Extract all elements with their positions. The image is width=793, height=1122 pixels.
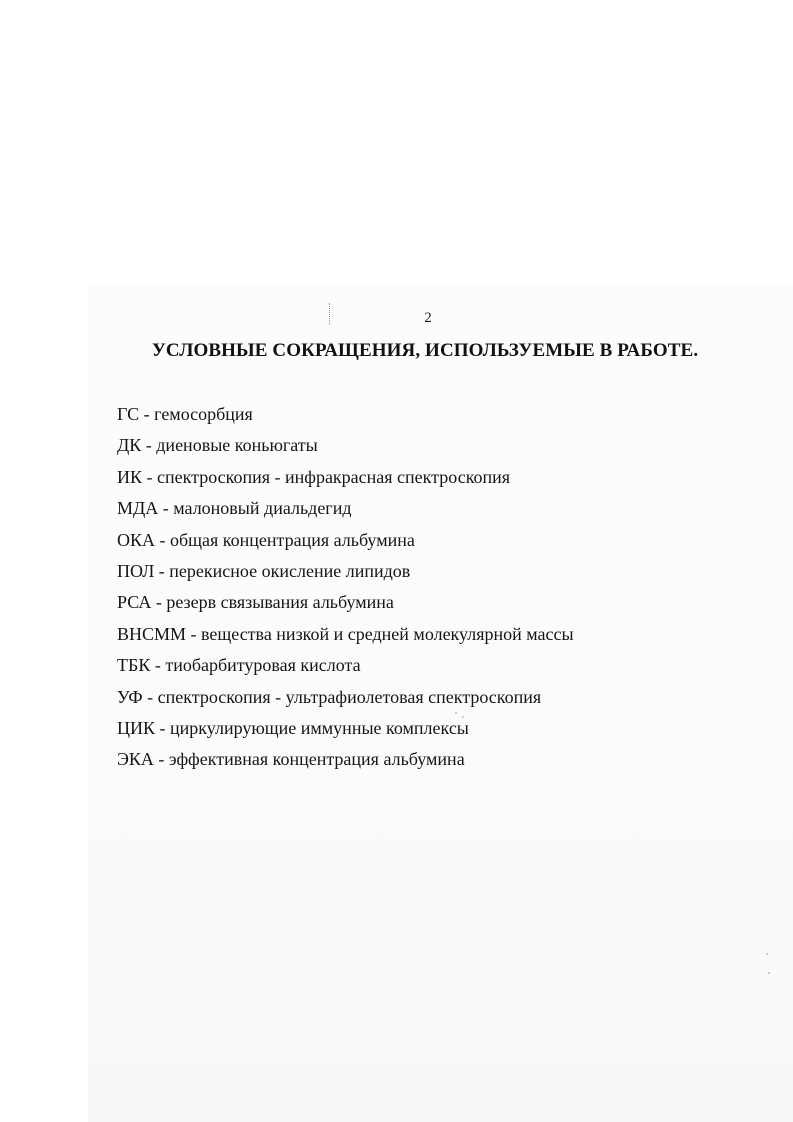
page-title: УСЛОВНЫЕ СОКРАЩЕНИЯ, ИСПОЛЬЗУЕМЫЕ В РАБОТЕ. bbox=[151, 340, 699, 361]
abbreviation-item: ИК - спектроскопия - инфракрасная спектроскопия bbox=[117, 466, 511, 487]
page-number: 2 bbox=[424, 310, 432, 326]
scan-speck bbox=[768, 972, 770, 974]
abbreviation-item: ЦИК - циркулирующие иммунные комплексы bbox=[117, 717, 469, 738]
abbreviation-item: ВНСММ - вещества низкой и средней молекулярной массы bbox=[117, 623, 574, 644]
scan-speck bbox=[766, 953, 768, 955]
scan-speck bbox=[455, 712, 457, 714]
abbreviation-item: ТБК - тиобарбитуровая кислота bbox=[117, 655, 361, 676]
scan-speck bbox=[462, 716, 464, 718]
scan-artifact-mark bbox=[329, 303, 331, 325]
abbreviation-item: УФ - спектроскопия - ультрафиолетовая спектроскопия bbox=[117, 686, 542, 707]
abbreviation-item: ДК - диеновые коньюгаты bbox=[117, 435, 318, 456]
abbreviation-list bbox=[117, 400, 767, 777]
abbreviation-item: ГС - гемосорбция bbox=[117, 404, 253, 424]
abbreviation-item: МДА - малоновый диальдегид bbox=[117, 498, 352, 519]
abbreviation-item: ЭКА - эффективная концентрация альбумина bbox=[117, 749, 465, 770]
abbreviation-item: РСА - резерв связывания альбумина bbox=[117, 592, 394, 613]
abbreviation-item: ПОЛ - перекисное окисление липидов bbox=[117, 560, 411, 581]
abbreviation-item: ОКА - общая концентрация альбумина bbox=[117, 529, 415, 550]
